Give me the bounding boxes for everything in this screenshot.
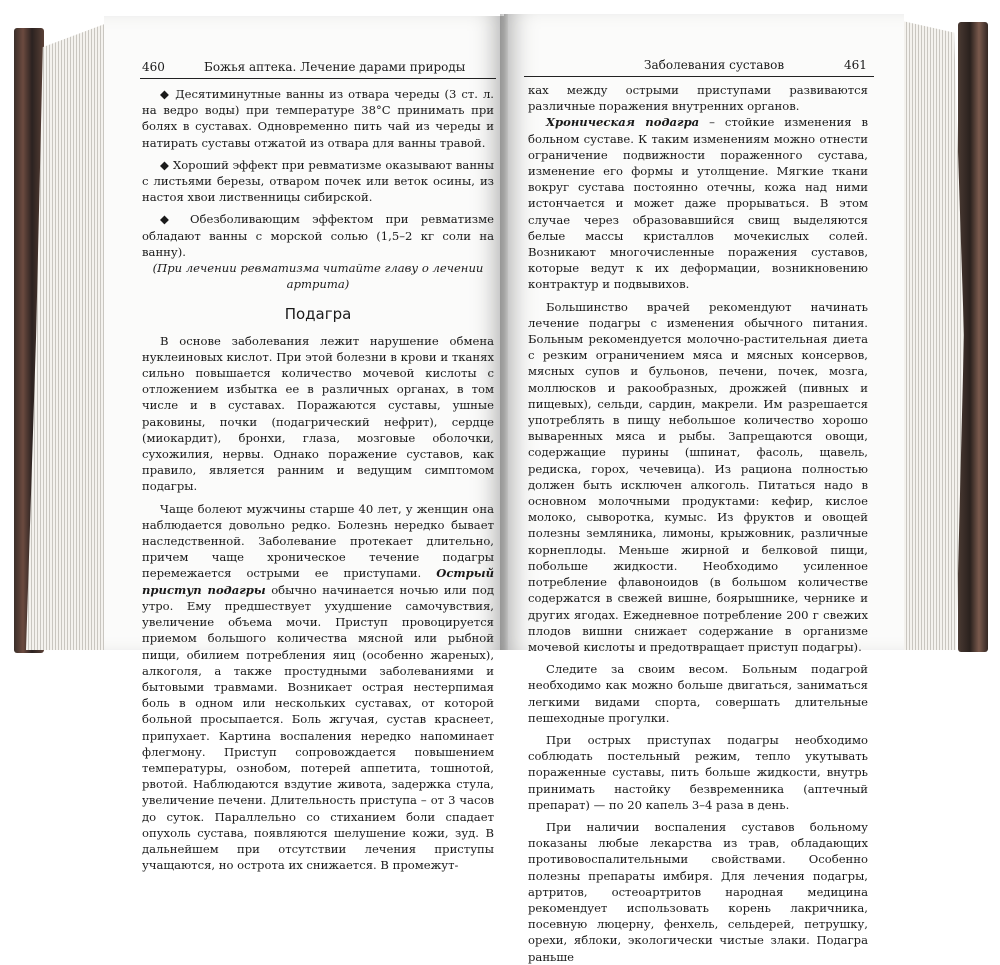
paragraph: [528, 114, 868, 292]
paragraph: При острых приступах подагры необходимо соблюдать постельный режим, тепло укутывать пораженные суставы, пить больше жидкости, внутрь принимать настойку безвременника (аптечный препарат) — по 20 капель 3–4 раза в день.: [528, 732, 868, 812]
left-page: [104, 16, 504, 873]
paragraph: ках между острыми приступами развиваются различные поражения внутренних органов.: [528, 83, 868, 114]
right-page-body: [528, 82, 868, 965]
page-number: 460: [142, 60, 165, 74]
left-page-body: [142, 86, 494, 873]
bullet-item: ◆ Обезболивающим эффектом при ревматизме обладают ванны с морской солью (1,5–2 кг соли на ванну).: [142, 212, 494, 259]
bullet-item: ◆ Хороший эффект при ревматизме оказывают ванны с листьями березы, отваром почек или веток осины, из настоя хвои лиственницы сибирской.: [142, 157, 494, 205]
paragraph-text: – стойкие изменения в больном суставе. К таким изменениям можно отнести ограничение подвижности пораженного сустава, изменение его формы и утолщение. Мягкие ткани вокруг сустава постоянно отечны, кожа над ними истончается и может даже прорываться. В этом случае через образовавшийся свищ выделяются белые массы кристаллов мочекислых солей. Возникают многочисленные поражения суставов, которые ведут к их деформации, возникновению контрактур и подвывихов.: [528, 115, 868, 292]
paragraph: При наличии воспаления суставов больному показаны любые лекарства из трав, обладающих противовоспалительными свойствами. Особенно полезны препараты имбиря. Для лечения подагры, артритов, остеоартритов народная медицина рекомендует использовать корень лакричника, посевную люцерну, фенхель, сельдерей, петрушку, орехи, яблоки, экологически чистые злаки. Подагра раньше: [528, 819, 868, 964]
page-edges-right: [898, 20, 964, 650]
paragraph: Большинство врачей рекомендуют начинать лечение подагры с изменения обычного питания. Больным рекомендуется молочно-растительная диета с резким ограничением мяса и мясных консервов, мясных супов и бульонов, печени, почек, мозга, моллюсков и ракообразных, дрожжей (пивных и пищевых), сельди, сардин, макрели. Им разрешается употреблять в пищу небольшое количество хорошо вываренных мяса и рыбы. Запрещаются овощи, содержащие пурины (шпинат, фасоль, щавель, редиска, горох, чечевица). Из рациона полностью должен быть исключен алкоголь. Питаться надо в основном молочными продуктами: кефир, кислое молоко, сыворотка, кумыс. Из фруктов и овощей полезны земляника, лимоны, крыжовник, различные корнеплоды. Меньше жирной и белковой пищи, побольше жидкости. Необходимо усиленное потребление флавоноидов (в большом количестве содержатся в свежей вишне, боярышнике, чернике и других ягодах. Ежедневное потребление 200 г свежих плодов вишни снижает содержание в организме мочевой кислоты и предотвращает приступ подагры).: [528, 299, 868, 654]
cross-reference-note: (При лечении ревматизма читайте главу о лечении артрита): [152, 261, 484, 292]
running-title: Заболевания суставов: [644, 58, 785, 72]
paragraph: [142, 501, 494, 874]
book-gutter: [500, 14, 508, 650]
running-title: Божья аптека. Лечение дарами природы: [204, 60, 466, 74]
page-number: 461: [844, 58, 867, 72]
paragraph: Следите за своим весом. Больным подагрой необходимо как можно больше двигаться, заниматься легкими видами спорта, совершать длительные пешеходные прогулки.: [528, 662, 868, 725]
term-chronic-gout: Хроническая подагра: [546, 115, 700, 130]
section-heading: Подагра: [284, 305, 352, 324]
right-page: [504, 14, 904, 964]
term-acute-attack: Острый приступ подагры: [142, 566, 494, 597]
header-rule: [140, 78, 496, 79]
header-rule: [524, 76, 874, 77]
paragraph: В основе заболевания лежит нарушение обмена нуклеиновых кислот. При этой болезни в крови и тканях сильно повышается количество мочевой кислоты с отложением избытка ее в различных органах, в том числе и в суставах. Поражаются суставы, ушные раковины, почки (подагрический нефрит), сердце (миокардит), бронхи, глаза, мозговые оболочки, сухожилия, нервы. Однако поражение суставов, как правило, является ранним и ведущим симптомом подагры.: [142, 333, 494, 494]
paragraph-text: обычно начинается ночью или под утро. Ему предшествует ухудшение самочувствия, увеличение объема мочи. Приступ провоцируется приемом большого количества мясной или рыбной пищи, обилием потребления яиц (особенно жареных), алкоголя, а также простудными заболеваниями и бытовыми травмами. Возникает острая нестерпимая боль в одном или нескольких суставах, от которой больной просыпается. Боль жгучая, сустав краснеет, припухает. Картина воспаления нередко напоминает флегмону. Приступ сопровождается повышением температуры, ознобом, потерей аппетита, тошнотой, рвотой. Наблюдаются вздутие живота, задержка стула, увеличение печени. Длительность приступа – от 3 часов до суток. Параллельно со стиханием боли спадает опухоль сустава, появляются шелушение кожи, зуд. В дальнейшем при отсутствии лечения приступы учащаются, но острота их снижается. В промежут-: [142, 582, 495, 873]
bullet-item: ◆ Десятиминутные ванны из отвара череды (3 ст. л. на ведро воды) при температуре 38°С принимать при болях в суставах. Одновременно пить чай из череды и натирать суставы отжатой из отвара для ванны травой.: [142, 87, 494, 150]
paragraph-text: Чаще болеют мужчины старше 40 лет, у женщин она наблюдается довольно редко. Болезнь нередко бывает наследственной. Заболевание протекает длительно, причем чаще хроническое течение подагры перемежается острыми ее приступами.: [142, 501, 494, 581]
